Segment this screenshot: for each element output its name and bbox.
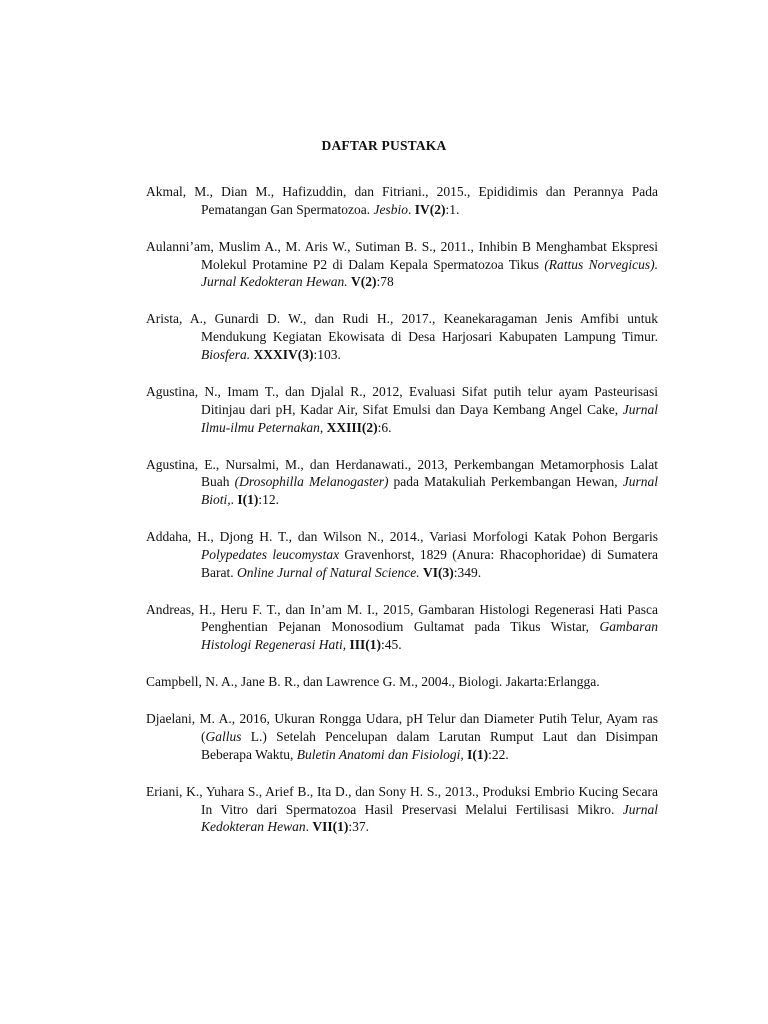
ref-volume: XXXIV(3) xyxy=(253,346,314,362)
ref-volume: IV(2) xyxy=(414,201,446,217)
ref-authors: Agustina, N., Imam T., dan Djalal R., 2012, Evaluasi Sifat putih telur ayam Pasteurisasi Ditinjau dari pH, Kadar Air, Sifat Emulsi dan Daya Kembang Angel Cake, xyxy=(146,383,658,417)
ref-journal: Gambaran Histologi Regenerasi Hati, xyxy=(201,619,658,653)
ref-volume: VI(3) xyxy=(422,564,454,580)
ref-species: Gallus xyxy=(205,729,242,745)
reference-item xyxy=(146,783,658,836)
ref-pages: :103. xyxy=(313,346,341,362)
ref-title-cont: pada Matakuliah Perkembangan Hewan, xyxy=(388,474,623,490)
ref-volume: V(2) xyxy=(350,274,377,290)
ref-authors: Aulanni’am, Muslim A., M. Aris W., Sutiman B. S., 2011., Inhibin B Menghambat Ekspresi Molekul Protamine P2 di Dalam Kepala Spermatozoa Tikus xyxy=(146,238,658,272)
ref-pages: :6. xyxy=(377,419,392,435)
ref-authors: Agustina, E., Nursalmi, M., dan Herdanawati., 2013, Perkembangan Metamorphosis Lalat Buah xyxy=(146,456,658,490)
ref-journal: Jurnal Kedokteran Hewan xyxy=(201,801,658,835)
ref-authors: Djaelani, M. A., 2016, Ukuran Rongga Udara, pH Telur dan Diameter Putih Telur, Ayam ras ( xyxy=(146,711,658,745)
ref-authors: Campbell, N. A., Jane B. R., dan Lawrence G. M., 2004., Biologi. Jakarta:Erlangga. xyxy=(146,674,600,690)
ref-volume: III(1) xyxy=(349,637,382,653)
ref-title-cont: Gravenhorst, 1829 (Anura: Rhacophoridae) di Sumatera Barat. xyxy=(201,546,658,580)
ref-authors: Andreas, H., Heru F. T., dan In’am M. I., 2015, Gambaran Histologi Regenerasi Hati Pasca Penghentian Pejanan Monosodium Gultamat pada Tikus Wistar, xyxy=(146,601,658,635)
ref-authors: Addaha, H., Djong H. T., dan Wilson N., 2014., Variasi Morfologi Katak Pohon Bergaris xyxy=(146,529,658,545)
ref-separator: . xyxy=(407,201,415,217)
ref-journal: Jurnal Bioti, xyxy=(201,474,659,508)
ref-journal: Jurnal Ilmu-ilmu Peternakan xyxy=(201,401,658,435)
ref-authors: Akmal, M., Dian M., Hafizuddin, dan Fitriani., 2015., Epididimis dan Perannya Pada Pematangan Gan Spermatozoa. xyxy=(146,184,658,217)
reference-item xyxy=(146,456,658,509)
ref-authors: Arista, A., Gunardi D. W., dan Rudi H., 2017., Keanekaragaman Jenis Amfibi untuk Mendukung Kegiatan Ekowisata di Desa Harjosari Kabupaten Lampung Timur. xyxy=(146,311,658,345)
ref-pages: :22. xyxy=(488,746,509,762)
ref-journal: Online Jurnal of Natural Science. xyxy=(237,564,420,580)
ref-separator: . xyxy=(230,492,238,508)
ref-pages: :349. xyxy=(453,564,482,580)
page-title: DAFTAR PUSTAKA xyxy=(321,138,447,153)
ref-volume: I(1) xyxy=(467,746,489,762)
ref-volume: VII(1) xyxy=(312,819,349,835)
ref-pages: :12. xyxy=(258,492,280,508)
reference-item xyxy=(146,710,658,763)
reference-item xyxy=(146,310,658,363)
ref-volume: I(1) xyxy=(237,492,259,508)
ref-authors: Eriani, K., Yuhara S., Arief B., Ita D., dan Sony H. S., 2013., Produksi Embrio Kucing Secara In Vitro dari Spermatozoa Hasil Preservasi Melalui Fertilisasi Mikro. xyxy=(146,783,658,817)
reference-item xyxy=(146,383,658,436)
ref-pages: :37. xyxy=(348,819,369,835)
ref-pages: :1. xyxy=(445,201,460,217)
ref-separator: , xyxy=(319,419,327,435)
reference-item xyxy=(146,601,658,654)
ref-journal: Biosfera. xyxy=(201,346,251,362)
ref-species: Polypedates leucomystax xyxy=(201,546,340,562)
ref-pages: :45. xyxy=(381,637,402,653)
ref-species: (Drosophilla Melanogaster) xyxy=(234,474,389,490)
ref-journal: Jesbio xyxy=(373,201,408,217)
reference-list xyxy=(146,183,658,855)
reference-item xyxy=(146,528,658,581)
ref-title-cont: L.) Setelah Pencelupan dalam Larutan Rumput Laut dan Disimpan Beberapa Waktu, xyxy=(201,729,658,762)
ref-journal: Buletin Anatomi dan Fisiologi, xyxy=(296,746,464,762)
ref-journal: (Rattus Norvegicus). Jurnal Kedokteran Hewan. xyxy=(201,256,658,290)
reference-item xyxy=(146,673,658,691)
ref-volume: XXIII(2) xyxy=(326,419,378,435)
ref-separator: . xyxy=(305,819,313,835)
reference-item xyxy=(146,238,658,291)
ref-pages: :78 xyxy=(376,274,394,290)
reference-item xyxy=(146,183,658,219)
